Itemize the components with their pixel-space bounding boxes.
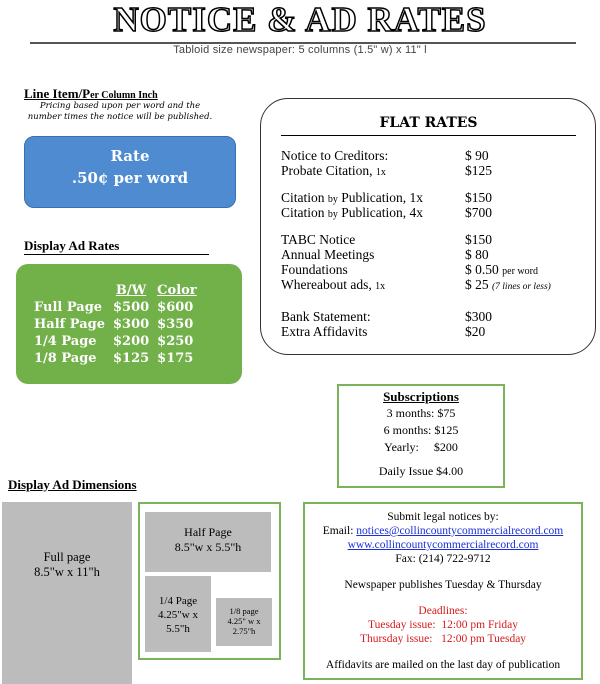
flat-rate-price: $ 80	[465, 247, 489, 262]
display-ad-dimensions-heading: Display Ad Dimensions	[8, 477, 137, 492]
display-ad-rates-table	[30, 282, 201, 367]
flat-rate-label: Extra Affidavits	[281, 324, 368, 339]
full-page-label: Full page	[43, 550, 91, 564]
flat-rate-label: Citation	[281, 190, 328, 205]
table-row	[30, 299, 201, 316]
list-item	[281, 148, 388, 163]
flat-rate-label: Annual Meetings	[281, 247, 375, 262]
email-link[interactable]: notices@collincountycommercialrecord.com	[356, 525, 564, 537]
submit-email-line	[305, 524, 581, 538]
flat-rate-price	[465, 277, 551, 295]
quarter-page-dimension-block	[145, 576, 211, 652]
flat-rate-price-value: $ 25	[465, 277, 492, 292]
flat-rate-label: Notice to Creditors:	[281, 148, 389, 163]
ad-table-corner	[30, 282, 109, 299]
flat-rate-label-small: by	[327, 194, 338, 205]
website-link[interactable]: www.collincountycommercialrecord.com	[347, 539, 539, 551]
quarter-page-height: 5.5"h	[166, 623, 190, 635]
ad-color-price: $600	[157, 300, 194, 315]
subscription-daily-issue: Daily Issue $4.00	[378, 464, 464, 478]
deadline-thursday: Thursday issue: 12:00 pm Tuesday	[359, 633, 527, 645]
flat-rate-note: per word	[502, 266, 538, 277]
rate-box	[24, 136, 236, 208]
flat-rate-label: Whereabout ads,	[281, 277, 376, 292]
submit-notices-box	[303, 502, 583, 680]
flat-rate-label: Citation	[281, 205, 328, 220]
ad-size: 1/8 Page	[34, 351, 97, 366]
line-item-description	[20, 101, 220, 123]
list-item	[281, 309, 371, 324]
flat-rate-price: $125	[465, 163, 492, 178]
subscription-three-months: 3 months: $75	[386, 406, 456, 420]
flat-rate-price: $ 90	[465, 148, 489, 163]
table-row	[30, 316, 201, 333]
quarter-page-label: 1/4 Page	[158, 595, 198, 607]
flat-rate-price: $150	[465, 232, 492, 247]
subscriptions-heading: Subscriptions	[383, 389, 459, 404]
submit-intro: Submit legal notices by:	[387, 511, 499, 523]
list-item	[281, 205, 423, 222]
ad-color-price: $175	[157, 351, 194, 366]
list-item	[281, 277, 385, 294]
flat-rate-price-value: $ 0.50	[465, 262, 503, 277]
flat-rate-label: TABC Notice	[281, 232, 356, 247]
flat-rates-divider	[281, 135, 576, 136]
half-page-label: Half Page	[184, 525, 232, 539]
ad-size: 1/4 Page	[34, 334, 97, 349]
display-ad-rates-heading: Display Ad Rates	[24, 238, 209, 255]
page-title: NOTICE & AD RATES	[113, 0, 487, 39]
subscription-six-months: 6 months: $125	[383, 423, 459, 437]
flat-rates-box	[260, 98, 596, 355]
flat-rate-label-rest: Publication, 1x	[337, 190, 423, 205]
eighth-page-width: 4.25" w x	[227, 616, 261, 626]
ad-color-price: $250	[157, 334, 194, 349]
ad-table-header-row	[30, 282, 201, 299]
flat-rate-price: $150	[465, 190, 492, 205]
line-item-heading	[24, 86, 158, 102]
rate-value: .50¢ per word	[71, 169, 189, 187]
eighth-page-dimension-block	[216, 598, 272, 646]
flat-rates-title: FLAT RATES	[379, 115, 478, 131]
list-item	[281, 324, 367, 339]
eighth-page-label: 1/8 page	[229, 606, 259, 616]
fax-number: Fax: (214) 722-9712	[395, 553, 491, 565]
flat-rate-label: Bank Statement:	[281, 309, 371, 324]
flat-rate-label-small: by	[327, 209, 338, 220]
table-row	[30, 350, 201, 367]
deadline-tuesday: Tuesday issue: 12:00 pm Friday	[367, 619, 519, 631]
flat-rate-label: Probate Citation,	[281, 163, 376, 178]
publish-days: Newspaper publishes Tuesday & Thursday	[344, 579, 542, 591]
subscription-yearly: Yearly: $200	[384, 440, 458, 454]
quarter-page-width: 4.25"w x	[158, 609, 198, 621]
full-page-dimension-block	[2, 502, 132, 684]
full-page-size: 8.5"w x 11"h	[34, 565, 100, 579]
list-item	[281, 247, 374, 262]
dimension-blocks-frame	[138, 502, 281, 660]
flat-rate-price: $700	[465, 205, 492, 220]
flat-rate-price: $300	[465, 309, 492, 324]
affidavits-note: Affidavits are mailed on the last day of publication	[325, 659, 561, 671]
ad-bw-price: $125	[112, 351, 150, 366]
display-ad-rates-box	[16, 264, 242, 384]
email-label: Email:	[322, 525, 357, 537]
flat-rate-label-rest: Publication, 4x	[337, 205, 423, 220]
subscriptions-box	[337, 384, 505, 488]
rate-label: Rate	[110, 147, 150, 165]
deadlines-heading: Deadlines:	[418, 605, 468, 617]
list-item	[281, 262, 348, 277]
flat-rate-price: $20	[465, 324, 486, 339]
list-item	[281, 163, 386, 180]
flat-rate-note: (7 lines or less)	[492, 282, 551, 292]
half-page-dimension-block	[145, 512, 271, 572]
ad-bw-price: $300	[112, 317, 150, 332]
table-row	[30, 333, 201, 350]
ad-col-color: Color	[157, 283, 197, 298]
ad-size: Full Page	[34, 300, 103, 315]
line-item-heading-main: Line Item/P	[24, 86, 91, 101]
line-item-heading-small: er Column Inch	[90, 90, 158, 101]
line-item-description-2: number times the notice will be published.	[27, 112, 213, 122]
page-subtitle: Tabloid size newspaper: 5 columns (1.5" w) x 11" l	[173, 44, 427, 56]
flat-rate-label-small: 1x	[375, 167, 386, 178]
flat-rate-label-small: 1x	[375, 281, 386, 292]
line-item-description-1: Pricing based upon per word and the	[39, 101, 201, 111]
ad-bw-price: $500	[112, 300, 150, 315]
ad-bw-price: $200	[112, 334, 150, 349]
list-item	[281, 232, 355, 247]
ad-size: Half Page	[34, 317, 105, 332]
eighth-page-height: 2.75"h	[232, 626, 256, 636]
half-page-size: 8.5"w x 5.5"h	[174, 540, 242, 554]
ad-col-bw: B/W	[115, 283, 147, 298]
ad-color-price: $350	[157, 317, 194, 332]
flat-rate-label: Foundations	[281, 262, 348, 277]
